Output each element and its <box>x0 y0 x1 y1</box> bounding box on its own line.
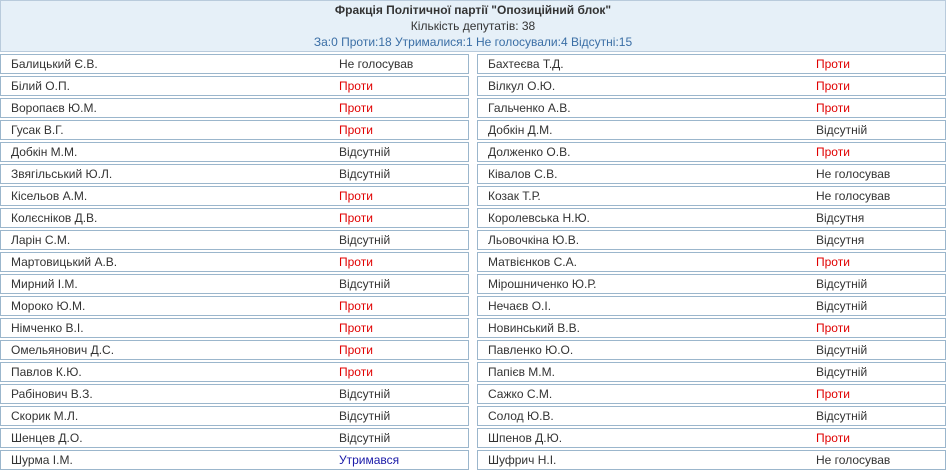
deputy-name: Сажко С.М. <box>488 387 553 401</box>
deputy-name: Добкін М.М. <box>11 145 78 159</box>
deputy-row <box>0 230 469 250</box>
vote-status: Відсутній <box>339 145 391 159</box>
deputy-name: Мірошниченко Ю.Р. <box>488 277 597 291</box>
deputy-row <box>477 340 946 360</box>
deputy-name: Долженко О.В. <box>488 145 571 159</box>
deputy-row <box>0 362 469 382</box>
deputies-column-left <box>0 54 469 472</box>
vote-status: Проти <box>816 79 850 93</box>
deputy-row <box>477 208 946 228</box>
vote-status: Проти <box>339 343 373 357</box>
deputy-name: Королевська Н.Ю. <box>488 211 590 225</box>
deputy-name: Мороко Ю.М. <box>11 299 86 313</box>
deputy-row <box>477 406 946 426</box>
vote-status: Відсутній <box>816 365 868 379</box>
vote-status: Відсутня <box>816 233 865 247</box>
deputy-row <box>477 54 946 74</box>
deputy-name: Гальченко А.В. <box>488 101 571 115</box>
deputy-name: Воропаєв Ю.М. <box>11 101 97 115</box>
deputy-name: Нечаєв О.І. <box>488 299 552 313</box>
deputy-row <box>0 142 469 162</box>
deputy-name: Мартовицький А.В. <box>11 255 118 269</box>
deputy-row <box>477 98 946 118</box>
deputy-name: Бахтеєва Т.Д. <box>488 57 564 71</box>
deputy-row <box>477 76 946 96</box>
vote-status: Проти <box>339 101 373 115</box>
vote-status: Відсутній <box>339 387 391 401</box>
deputy-name: Льовочкіна Ю.В. <box>488 233 580 247</box>
vote-status: Проти <box>339 321 373 335</box>
deputy-row <box>477 230 946 250</box>
vote-status: Проти <box>339 299 373 313</box>
vote-status: Не голосував <box>339 57 414 71</box>
vote-status: Відсутній <box>816 299 868 313</box>
vote-status: Відсутній <box>339 431 391 445</box>
vote-status: Проти <box>816 57 850 71</box>
deputy-row <box>0 296 469 316</box>
deputies-column-right <box>477 54 946 472</box>
vote-status: Проти <box>339 211 373 225</box>
deputy-row <box>477 252 946 272</box>
deputy-row <box>0 450 469 470</box>
deputy-row <box>477 164 946 184</box>
vote-status: Відсутній <box>339 167 391 181</box>
deputy-row <box>477 450 946 470</box>
deputy-row <box>477 384 946 404</box>
deputy-row <box>0 164 469 184</box>
deputy-name: Шенцев Д.О. <box>11 431 83 445</box>
deputy-name: Кісельов А.М. <box>11 189 88 203</box>
vote-summary: За:0 Проти:18 Утрималися:1 Не голосували:4 Відсутні:15 <box>313 35 633 49</box>
deputy-row <box>0 98 469 118</box>
deputy-name: Новинський В.В. <box>488 321 580 335</box>
deputy-row <box>477 186 946 206</box>
deputy-name: Павлов К.Ю. <box>11 365 82 379</box>
vote-status: Проти <box>339 189 373 203</box>
vote-status: Проти <box>339 123 373 137</box>
deputy-name: Ларін С.М. <box>11 233 71 247</box>
vote-status: Не голосував <box>816 453 891 467</box>
deputy-row <box>477 142 946 162</box>
deputy-name: Звягільський Ю.Л. <box>11 167 113 181</box>
deputy-row <box>0 340 469 360</box>
faction-title: Фракція Політичної партії "Опозиційний блок" <box>334 3 612 17</box>
deputy-row <box>0 120 469 140</box>
vote-status: Проти <box>339 255 373 269</box>
vote-status: Проти <box>816 431 850 445</box>
deputy-name: Омельянович Д.С. <box>11 343 115 357</box>
vote-status: Проти <box>816 387 850 401</box>
deputy-row <box>0 186 469 206</box>
vote-status: Відсутній <box>816 277 868 291</box>
deputy-row <box>0 318 469 338</box>
deputy-name: Скорик М.Л. <box>11 409 79 423</box>
faction-header <box>0 0 946 52</box>
deputy-name: Вілкул О.Ю. <box>488 79 556 93</box>
deputy-row <box>0 208 469 228</box>
deputy-name: Ківалов С.В. <box>488 167 558 181</box>
vote-status: Проти <box>816 101 850 115</box>
deputy-name: Білий О.П. <box>11 79 70 93</box>
vote-status: Відсутній <box>816 409 868 423</box>
vote-status: Відсутній <box>816 123 868 137</box>
vote-status: Відсутня <box>816 211 865 225</box>
deputy-row <box>477 120 946 140</box>
deputy-row <box>477 362 946 382</box>
deputy-row <box>477 428 946 448</box>
deputy-name: Козак Т.Р. <box>488 189 541 203</box>
vote-status: Відсутній <box>339 277 391 291</box>
vote-status: Відсутній <box>339 233 391 247</box>
deputy-name: Колєсніков Д.В. <box>11 211 98 225</box>
deputy-row <box>0 428 469 448</box>
deputy-row <box>0 406 469 426</box>
vote-status: Не голосував <box>816 167 891 181</box>
vote-status: Проти <box>816 255 850 269</box>
deputy-row <box>0 54 469 74</box>
vote-status: Не голосував <box>816 189 891 203</box>
deputy-name: Добкін Д.М. <box>488 123 553 137</box>
deputy-row <box>0 252 469 272</box>
deputy-row <box>0 274 469 294</box>
deputy-name: Німченко В.І. <box>11 321 84 335</box>
deputies-count: Кількість депутатів: 38 <box>410 19 536 33</box>
deputy-row <box>477 318 946 338</box>
deputies-grid <box>0 54 946 472</box>
deputy-row <box>477 296 946 316</box>
vote-status: Відсутній <box>339 409 391 423</box>
deputy-name: Шуфрич Н.І. <box>488 453 557 467</box>
deputy-name: Шпенов Д.Ю. <box>488 431 563 445</box>
deputy-name: Гусак В.Г. <box>11 123 64 137</box>
deputy-name: Павленко Ю.О. <box>488 343 574 357</box>
deputy-name: Мирний І.М. <box>11 277 78 291</box>
deputy-name: Рабінович В.З. <box>11 387 93 401</box>
deputy-row <box>0 384 469 404</box>
vote-status: Утримався <box>339 453 400 467</box>
vote-status: Проти <box>816 321 850 335</box>
deputy-name: Солод Ю.В. <box>488 409 554 423</box>
deputy-name: Папієв М.М. <box>488 365 555 379</box>
deputy-name: Балицький Є.В. <box>11 57 98 71</box>
vote-status: Проти <box>816 145 850 159</box>
deputy-name: Матвієнков С.А. <box>488 255 577 269</box>
deputy-row <box>0 76 469 96</box>
vote-status: Відсутній <box>816 343 868 357</box>
deputy-row <box>477 274 946 294</box>
vote-status: Проти <box>339 79 373 93</box>
deputy-name: Шурма І.М. <box>11 453 73 467</box>
vote-status: Проти <box>339 365 373 379</box>
